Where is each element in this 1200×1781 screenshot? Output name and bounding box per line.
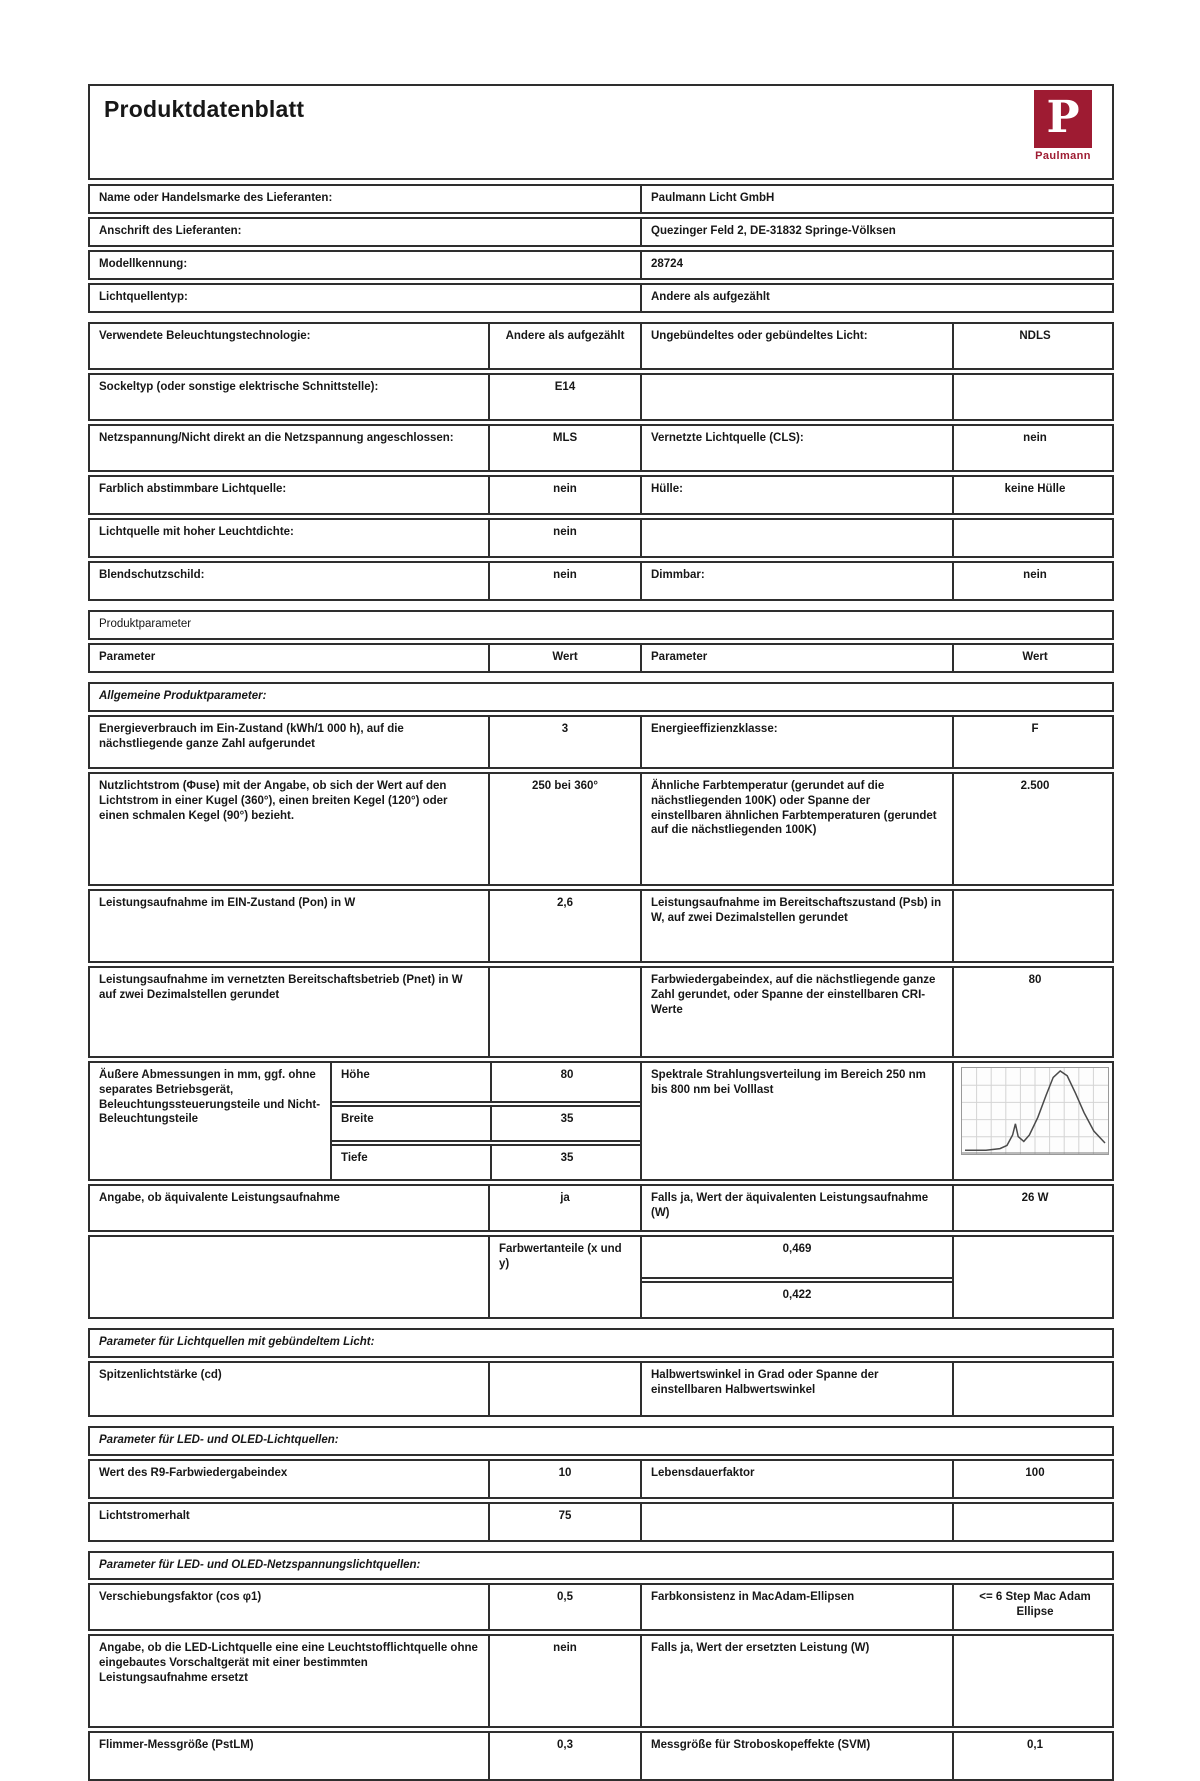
logo-letter: P <box>1046 92 1080 143</box>
dimension-name: Höhe <box>341 1068 370 1081</box>
param-value: 75 <box>488 1504 640 1540</box>
param-value <box>952 1636 1116 1726</box>
empty-cell <box>90 1237 488 1317</box>
page-title: Produktdatenblatt <box>104 96 305 122</box>
section-row <box>88 682 1114 712</box>
param-label: Lebensdauerfaktor <box>640 1461 952 1497</box>
param-label: Wert des R9-Farbwiedergabeindex <box>99 1466 288 1479</box>
section-title: Produktparameter <box>99 617 192 630</box>
param-value <box>952 891 1116 961</box>
param-value <box>952 1363 1116 1415</box>
param-value: Andere als aufgezählt <box>640 285 1116 311</box>
param-label: Spitzenlichtstärke (cd) <box>99 1368 222 1381</box>
param-label: Vernetzte Lichtquelle (CLS): <box>640 426 952 470</box>
param-label: Falls ja, Wert der ersetzten Leistung (W) <box>640 1636 952 1726</box>
param-label: Lichtquellentyp: <box>99 290 188 303</box>
param-label: Messgröße für Stroboskopeffekte (SVM) <box>640 1733 952 1779</box>
param-label <box>640 520 952 556</box>
param-label: Netzspannung/Nicht direkt an die Netzspannung angeschlossen: <box>99 431 454 444</box>
table-row <box>88 889 1114 963</box>
param-label: Ungebündeltes oder gebündeltes Licht: <box>640 324 952 368</box>
param-label: Nutzlichtstrom (Φuse) mit der Angabe, ob sich der Wert auf den Lichtstrom in einer Kugel (360°), einen breiten Kegel (120°) oder einen schmalen Kegel (90°) bezieht. <box>99 779 448 822</box>
param-label: Angabe, ob äquivalente Leistungsaufnahme <box>99 1191 340 1204</box>
paulmann-logo <box>1032 90 1094 162</box>
column-header: Wert <box>488 645 640 671</box>
param-value <box>488 1363 640 1415</box>
param-value: E14 <box>488 375 640 419</box>
column-header: Parameter <box>99 650 156 663</box>
param-value: nein <box>488 477 640 513</box>
param-label: Falls ja, Wert der äquivalenten Leistungsaufnahme (W) <box>640 1186 952 1230</box>
param-label: Leistungsaufnahme im EIN-Zustand (Pon) in W <box>99 896 356 909</box>
param-value: nein <box>488 520 640 556</box>
param-value: Quezinger Feld 2, DE-31832 Springe-Völksen <box>640 219 1116 245</box>
table-row <box>88 424 1114 472</box>
param-label: Sockeltyp (oder sonstige elektrische Schnittstelle): <box>99 380 379 393</box>
brand-logo-icon <box>1034 90 1092 148</box>
param-value: 3 <box>488 717 640 767</box>
dimension-name: Tiefe <box>341 1151 368 1164</box>
table-row <box>88 1502 1114 1542</box>
param-value: ja <box>488 1186 640 1230</box>
param-value <box>952 375 1116 419</box>
param-label <box>640 375 952 419</box>
param-label: Angabe, ob die LED-Lichtquelle eine eine Leuchtstofflichtquelle ohne eingebautes Vorschaltgerät mit einer bestimmten Leistungsaufnahme ersetzt <box>99 1642 478 1685</box>
table-row <box>88 1634 1114 1728</box>
param-value: 80 <box>952 968 1116 1056</box>
chromaticity-row <box>88 1235 1114 1319</box>
table-row <box>88 966 1114 1058</box>
table-row <box>88 250 1114 280</box>
table-header-row <box>88 643 1114 673</box>
param-value <box>488 968 640 1056</box>
param-value: 0,5 <box>488 1585 640 1629</box>
table-row <box>88 715 1114 769</box>
param-value: nein <box>488 563 640 599</box>
param-label: Blendschutzschild: <box>99 568 205 581</box>
table-row <box>88 373 1114 421</box>
param-value: 0,3 <box>488 1733 640 1779</box>
table-row <box>88 283 1114 313</box>
param-value: NDLS <box>952 324 1116 368</box>
param-value: 10 <box>488 1461 640 1497</box>
param-label: Farbwiedergabeindex, auf die nächstliegende ganze Zahl gerundet, oder Spanne der einstellbaren CRI-Werte <box>640 968 952 1056</box>
column-header: Parameter <box>640 645 952 671</box>
dimensions-row <box>88 1061 1114 1181</box>
param-value: <= 6 Step Mac Adam Ellipse <box>952 1585 1116 1629</box>
param-value: 250 bei 360° <box>488 774 640 884</box>
chromaticity-y: 0,422 <box>642 1277 952 1317</box>
param-label: Energieeffizienzklasse: <box>640 717 952 767</box>
section-row <box>88 1551 1114 1581</box>
section-title: Parameter für LED- und OLED-Netzspannungslichtquellen: <box>99 1558 421 1571</box>
param-label: Verschiebungsfaktor (cos φ1) <box>99 1591 262 1604</box>
param-label: Verwendete Beleuchtungstechnologie: <box>99 329 311 342</box>
dimension-subtable <box>330 1063 640 1179</box>
dimension-value: 80 <box>490 1063 642 1102</box>
section-title: Allgemeine Produktparameter: <box>99 689 267 702</box>
section-title: Parameter für LED- und OLED-Lichtquellen: <box>99 1433 339 1446</box>
table-row <box>88 184 1114 214</box>
section-row <box>88 610 1114 640</box>
param-label: Modellkennung: <box>99 257 188 270</box>
param-value: 0,1 <box>952 1733 1116 1779</box>
section-row <box>88 1426 1114 1456</box>
param-value: 26 W <box>952 1186 1116 1230</box>
table-row <box>332 1140 642 1179</box>
dimension-name: Breite <box>341 1113 374 1126</box>
param-label: Leistungsaufnahme im Bereitschaftszustand (Psb) in W, auf zwei Dezimalstellen gerundet <box>640 891 952 961</box>
param-value: 100 <box>952 1461 1116 1497</box>
param-value <box>952 1504 1116 1540</box>
param-value: nein <box>952 426 1116 470</box>
brand-name: Paulmann <box>1035 150 1091 162</box>
table-row <box>88 518 1114 558</box>
param-value: Paulmann Licht GmbH <box>640 186 1116 212</box>
param-label: Dimmbar: <box>640 563 952 599</box>
table-row <box>332 1063 642 1102</box>
param-value: keine Hülle <box>952 477 1116 513</box>
table-row <box>88 1583 1114 1631</box>
table-row <box>88 561 1114 601</box>
spectral-distribution-chart <box>952 1063 1116 1179</box>
dimension-value: 35 <box>490 1146 642 1179</box>
param-value: 28724 <box>640 252 1116 278</box>
chromaticity-x: 0,469 <box>782 1242 812 1255</box>
param-value: nein <box>488 1636 640 1726</box>
table-row <box>88 322 1114 370</box>
param-value: Andere als aufgezählt <box>488 324 640 368</box>
param-label <box>640 1504 952 1540</box>
table-row <box>88 1361 1114 1417</box>
chromaticity-values <box>640 1237 952 1317</box>
table-row <box>88 217 1114 247</box>
param-value <box>952 520 1116 556</box>
table-row <box>88 1459 1114 1499</box>
column-header: Wert <box>952 645 1116 671</box>
param-label: Hülle: <box>640 477 952 513</box>
dimension-value: 35 <box>490 1107 642 1140</box>
param-label: Lichtstromerhalt <box>99 1509 190 1522</box>
param-label: Farblich abstimmbare Lichtquelle: <box>99 482 287 495</box>
param-label: Flimmer-Messgröße (PstLM) <box>99 1739 254 1752</box>
param-label: Name oder Handelsmarke des Lieferanten: <box>99 192 333 204</box>
table-row <box>88 1184 1114 1232</box>
table-row <box>88 475 1114 515</box>
table-row <box>88 772 1114 886</box>
param-label: Farbkonsistenz in MacAdam-Ellipsen <box>640 1585 952 1629</box>
param-label: Äußere Abmessungen in mm, ggf. ohne separates Betriebsgerät, Beleuchtungssteuerungsteile und Nicht-Beleuchtungsteile <box>99 1068 321 1126</box>
param-value: 2.500 <box>952 774 1116 884</box>
param-value: nein <box>952 563 1116 599</box>
param-value: 2,6 <box>488 891 640 961</box>
table-row <box>332 1101 642 1140</box>
table-row <box>88 1731 1114 1781</box>
header <box>88 84 1114 180</box>
param-label: Farbwertanteile (x und y) <box>488 1237 640 1317</box>
param-label: Lichtquelle mit hoher Leuchtdichte: <box>99 525 294 538</box>
param-label: Spektrale Strahlungsverteilung im Bereich 250 nm bis 800 nm bei Volllast <box>640 1063 952 1179</box>
empty-cell <box>952 1237 1116 1317</box>
spectral-chart-svg <box>961 1067 1109 1155</box>
param-value: MLS <box>488 426 640 470</box>
param-label: Leistungsaufnahme im vernetzten Bereitschaftsbetrieb (Pnet) in W auf zwei Dezimalstellen gerundet <box>99 973 463 1001</box>
param-label: Halbwertswinkel in Grad oder Spanne der einstellbaren Halbwertswinkel <box>640 1363 952 1415</box>
param-label: Anschrift des Lieferanten: <box>99 224 242 237</box>
section-row <box>88 1328 1114 1358</box>
param-value: F <box>952 717 1116 767</box>
param-label: Ähnliche Farbtemperatur (gerundet auf die nächstliegenden 100K) oder Spanne der einstellbaren ähnlichen Farbtemperaturen (gerundet auf die nächstliegenden 100K) <box>640 774 952 884</box>
product-datasheet <box>88 84 1114 1781</box>
param-label: Energieverbrauch im Ein-Zustand (kWh/1 000 h), auf die nächstliegende ganze Zahl aufgerundet <box>99 722 404 750</box>
section-title: Parameter für Lichtquellen mit gebündeltem Licht: <box>99 1335 375 1348</box>
